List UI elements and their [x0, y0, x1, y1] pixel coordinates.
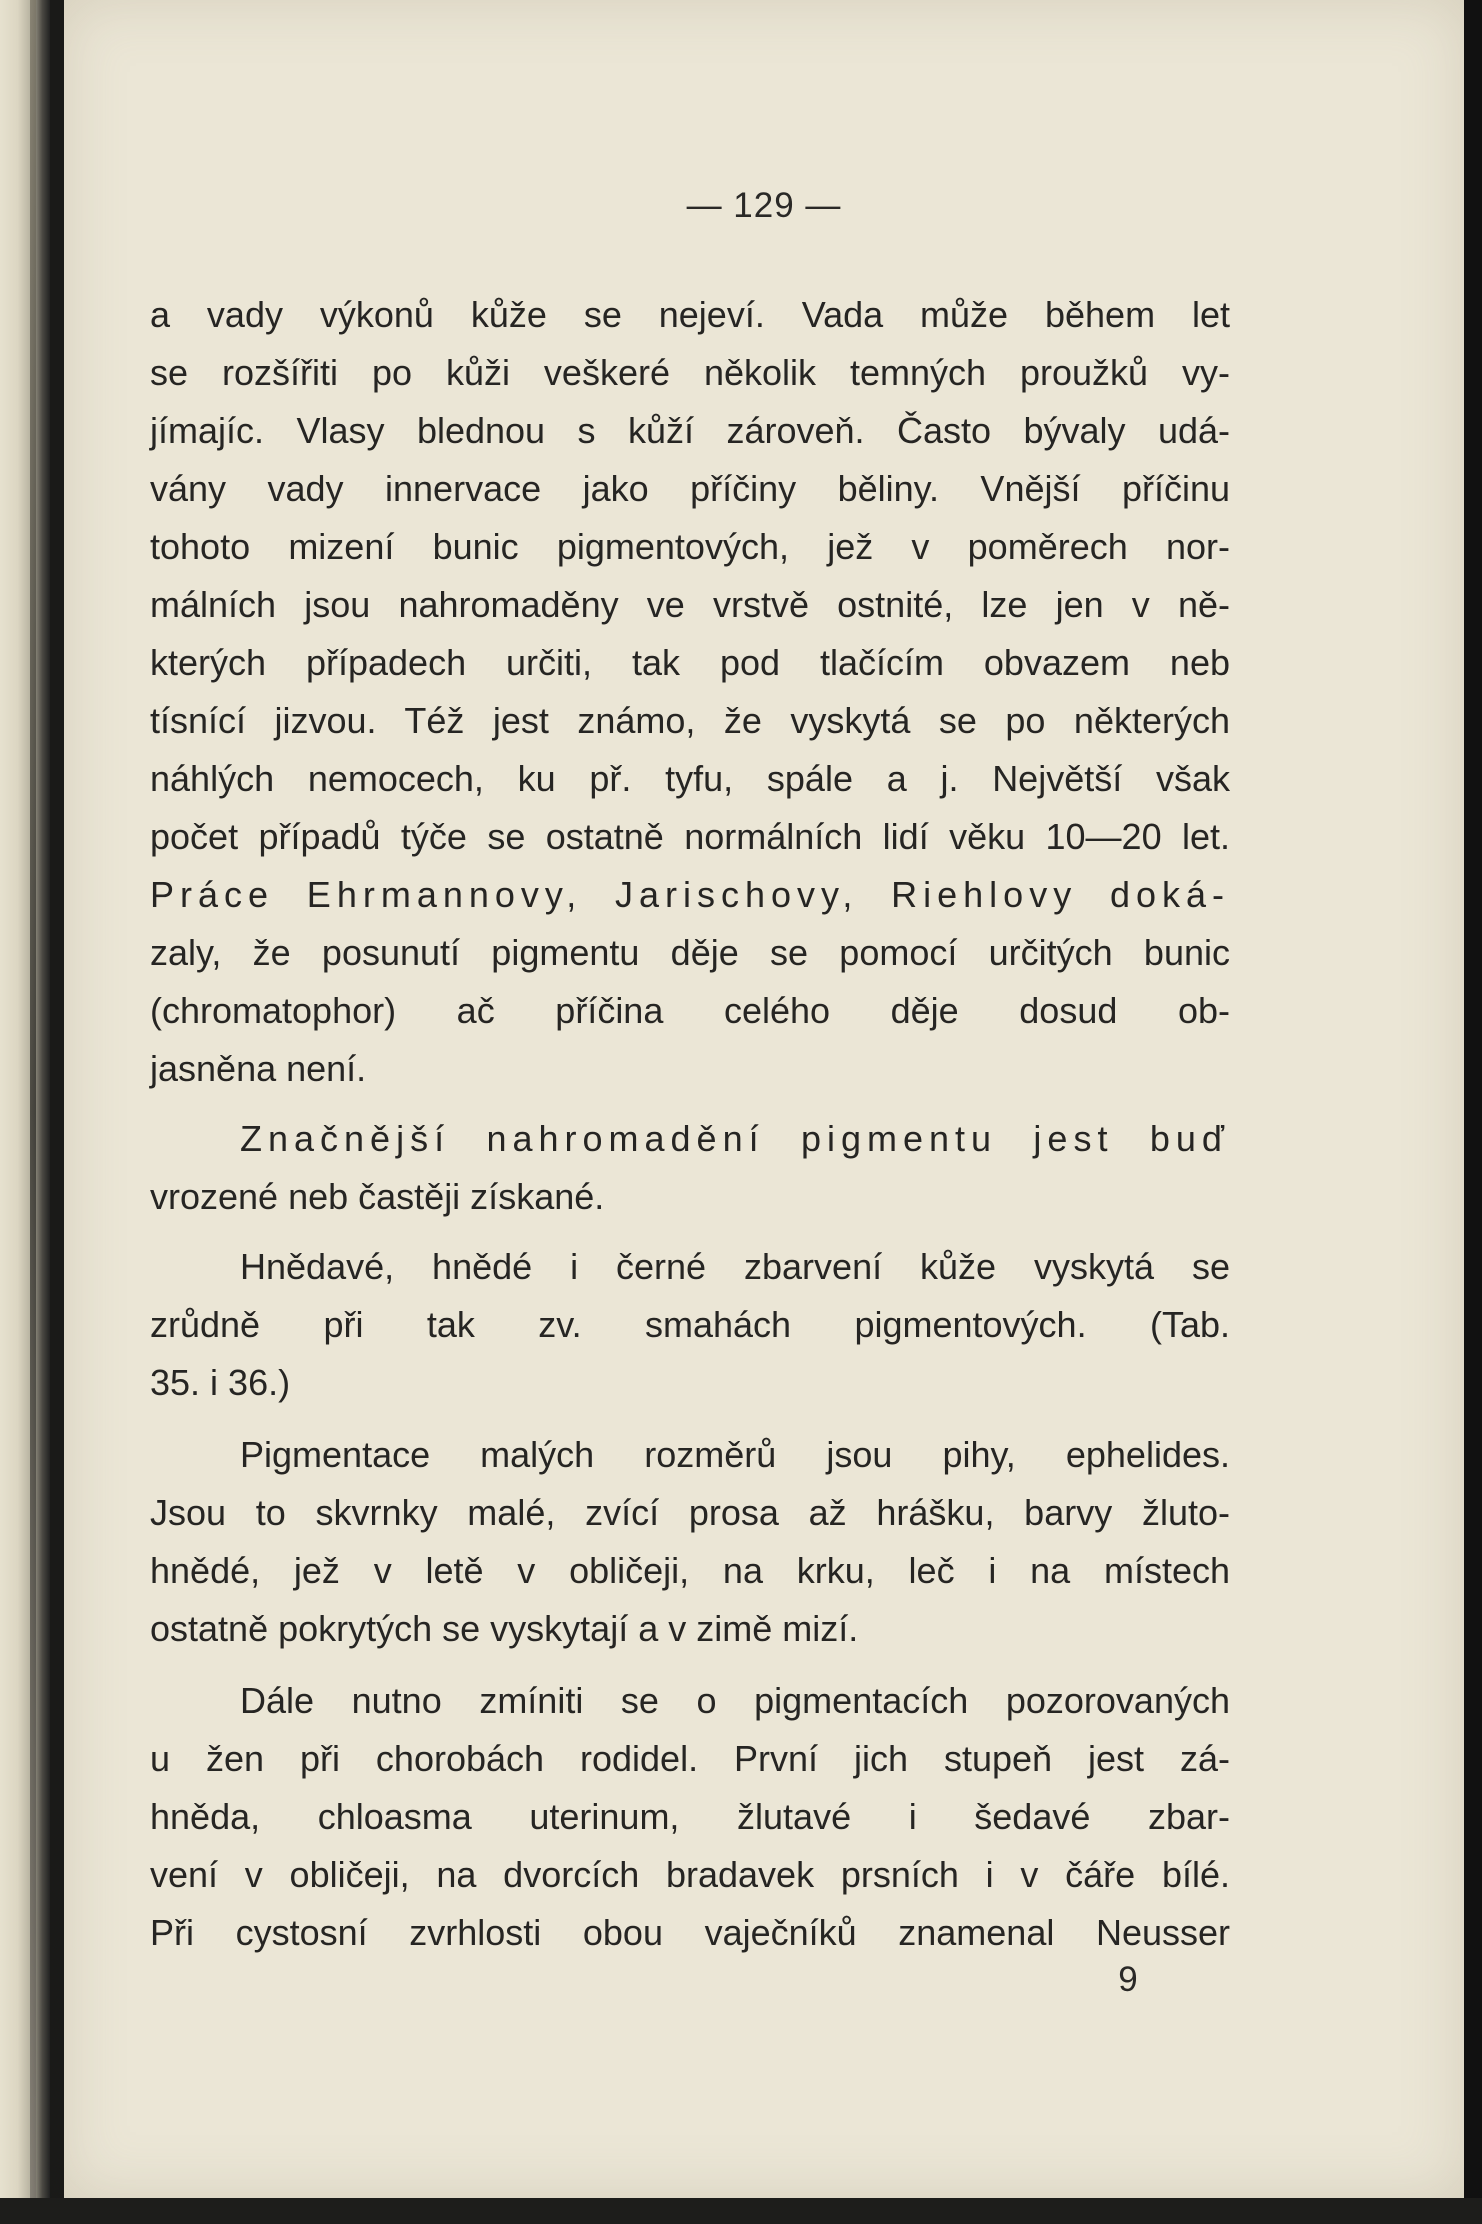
text-line: hnědé, jež v letě v obličeji, na krku, leč i na místech	[150, 1550, 1230, 1591]
text-line: Jsou to skvrnky malé, zvící prosa až hrášku, barvy žluto-	[150, 1492, 1230, 1533]
text-line: (chromatophor) ač příčina celého děje dosud ob-	[150, 990, 1230, 1031]
text-line: málních jsou nahromaděny ve vrstvě ostnité, lze jen v ně-	[150, 584, 1230, 625]
text-line: u žen při chorobách rodidel. První jich stupeň jest zá-	[150, 1738, 1230, 1779]
text-line: tohoto mizení bunic pigmentových, jež v poměrech nor-	[150, 526, 1230, 567]
text-line: jasněna není.	[150, 1048, 367, 1089]
text-line: zaly, že posunutí pigmentu děje se pomocí určitých bunic	[150, 932, 1230, 973]
text-line: a vady výkonů kůže se nejeví. Vada může během let	[150, 294, 1230, 335]
text-line: vány vady innervace jako příčiny běliny. Vnější příčinu	[150, 468, 1230, 509]
book-page	[64, 0, 1464, 2198]
dark-border-right	[1464, 0, 1482, 2224]
text-line: Dále nutno zmíniti se o pigmentacích pozorovaných	[240, 1680, 1230, 1721]
text-line: zrůdně při tak zv. smahách pigmentových. (Tab.	[150, 1304, 1230, 1345]
text-line: tísnící jizvou. Též jest známo, že vyskytá se po některých	[150, 700, 1230, 741]
text-line: počet případů týče se ostatně normálních lidí věku 10—20 let.	[150, 816, 1230, 857]
text-line: Pigmentace malých rozměrů jsou pihy, ephelides.	[240, 1434, 1230, 1475]
text-line: vrozené neb častěji získané.	[150, 1176, 605, 1217]
signature-mark: 9	[1118, 1960, 1138, 1999]
text-line: jímajíc. Vlasy blednou s kůží zároveň. Často bývaly udá-	[150, 410, 1230, 451]
text-line: ostatně pokrytých se vyskytají a v zimě mizí.	[150, 1608, 859, 1649]
dark-border-bottom	[0, 2198, 1482, 2224]
text-line: Práce Ehrmannovy, Jarischovy, Riehlovy doká-	[150, 874, 1230, 915]
text-line: kterých případech určiti, tak pod tlačícím obvazem neb	[150, 642, 1230, 683]
text-line: Při cystosní zvrhlosti obou vaječníků znamenal Neusser	[150, 1912, 1230, 1953]
text-line: 35. i 36.)	[150, 1362, 291, 1403]
text-line: se rozšířiti po kůži veškeré několik temných proužků vy-	[150, 352, 1230, 393]
page-number: — 129 —	[686, 186, 842, 225]
book-cover-edge	[0, 0, 50, 2224]
text-line: Hnědavé, hnědé i černé zbarvení kůže vyskytá se	[240, 1246, 1230, 1287]
text-line: Značnější nahromadění pigmentu jest buď	[240, 1118, 1230, 1159]
text-line: náhlých nemocech, ku př. tyfu, spále a j. Největší však	[150, 758, 1230, 799]
text-line: hněda, chloasma uterinum, žlutavé i šedavé zbar-	[150, 1796, 1230, 1837]
text-line: vení v obličeji, na dvorcích bradavek prsních i v čáře bílé.	[150, 1854, 1230, 1895]
book-spine-line	[30, 0, 36, 2224]
